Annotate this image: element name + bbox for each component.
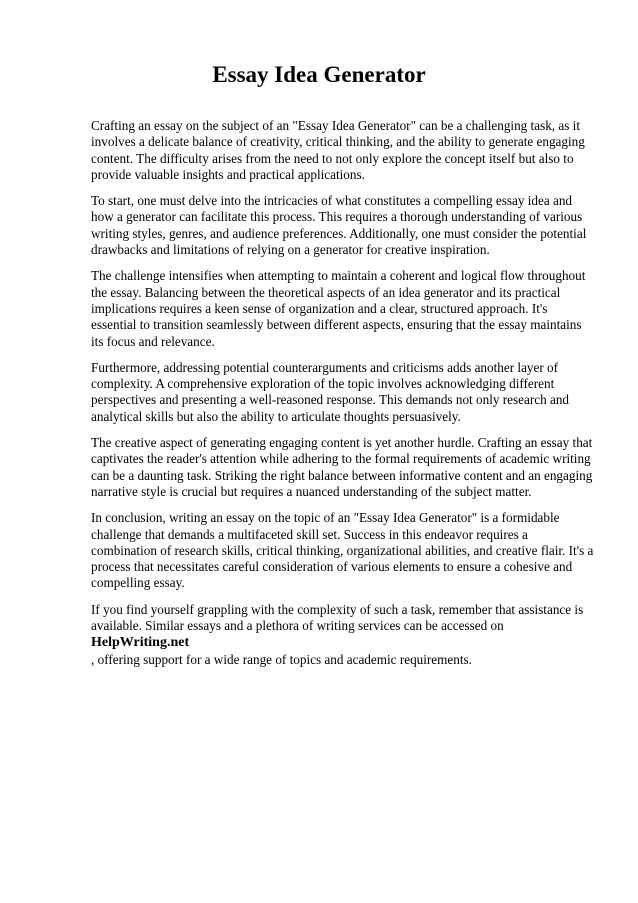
paragraph-1: Crafting an essay on the subject of an "Essay Idea Generator" can be a challenging task, as it involves a delicate balance of creativity, critical thinking, and the ability to generate engaging content. The difficulty arises from the need to not only explore the concept itself but also to provide valuable insights and practical applications. [91, 118, 585, 182]
closing-text-before-link: If you find yourself grappling with the complexity of such a task, remember that assistance is available. Similar essays and a plethora of writing services can be accessed on [91, 601, 584, 634]
paragraph-2: To start, one must delve into the intricacies of what constitutes a compelling essay idea and how a generator can facilitate this process. This requires a thorough understanding of various writing styles, genres, and audience preferences. Additionally, one must consider the potential drawbacks and limitations of relying on a generator for creative inspiration. [91, 193, 587, 258]
closing-text-after-link: , offering support for a wide range of topics and academic requirements. [91, 651, 472, 667]
paragraph-4: Furthermore, addressing potential counterarguments and criticisms adds another layer of complexity. A comprehensive exploration of the topic involves acknowledging different perspectives and presenting a well-reasoned response. This demands not only research and analytical skills but also the ability to articulate thoughts persuasively. [91, 359, 570, 424]
closing-paragraph [91, 602, 596, 668]
paragraph-6: In conclusion, writing an essay on the topic of an "Essay Idea Generator" is a formidable challenge that demands a multifaceted skill set. Success in this endeavor requires a combination of research skills, critical thinking, organizational abilities, and creative flair. It's a process that necessitates careful consideration of various elements to ensure a cohesive and compelling essay. [91, 510, 594, 591]
helpwriting-link[interactable]: HelpWriting.net [91, 635, 190, 651]
page-title: Essay Idea Generator [212, 62, 426, 87]
paragraph-5: The creative aspect of generating engaging content is yet another hurdle. Crafting an essay that captivates the reader's attention while adhering to the formal requirements of academic writing can be a daunting task. Striking the right balance between informative content and an engaging narrative style is crucial but requires a nuanced understanding of the subject matter. [91, 435, 593, 499]
paragraph-3: The challenge intensifies when attempting to maintain a coherent and logical flow throughout the essay. Balancing between the theoretical aspects of an idea generator and its practical implications requires a keen sense of organization and a clear, structured approach. It's essential to transition seamlessly between different aspects, ensuring that the essay maintains its focus and relevance. [91, 268, 586, 349]
document-body [91, 118, 596, 678]
